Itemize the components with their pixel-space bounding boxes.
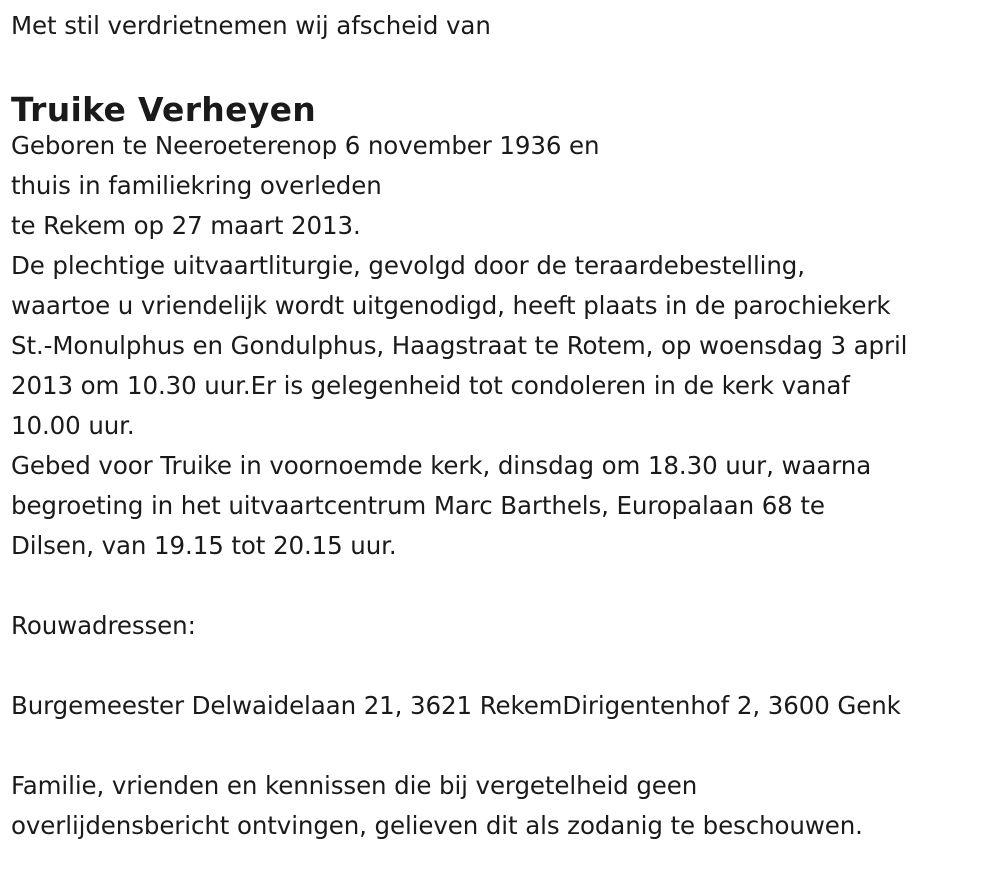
addresses-text: Burgemeester Delwaidelaan 21, 3621 RekemDirigentenhof 2, 3600 Genk [11,691,901,720]
detail-line: 10.00 uur. [11,411,135,440]
intro-text: Met stil verdrietnemen wij afscheid van [11,11,491,40]
details-block [11,126,1000,566]
detail-line: Gebed voor Truike in voornoemde kerk, dinsdag om 18.30 uur, waarna [11,451,872,480]
deceased-name: Truike Verheyen [11,90,317,129]
detail-line: St.-Monulphus en Gondulphus, Haagstraat te Rotem, op woensdag 3 april [11,331,908,360]
detail-line: 2013 om 10.30 uur.Er is gelegenheid tot condoleren in de kerk vanaf [11,371,850,400]
detail-line: begroeting in het uitvaartcentrum Marc Barthels, Europalaan 68 te [11,491,825,520]
spacer [11,726,1000,766]
closing-line: overlijdensbericht ontvingen, gelieven dit als zodanig te beschouwen. [11,811,863,840]
closing-block [11,766,1000,846]
addresses-heading: Rouwadressen: [11,611,196,640]
detail-line: te Rekem op 27 maart 2013. [11,211,361,240]
detail-line: thuis in familiekring overleden [11,171,382,200]
detail-line: Geboren te Neeroeterenop 6 november 1936 en [11,131,600,160]
detail-line: De plechtige uitvaartliturgie, gevolgd door de teraardebestelling, [11,251,805,280]
detail-line: Dilsen, van 19.15 tot 20.15 uur. [11,531,397,560]
spacer [11,566,1000,606]
spacer [11,646,1000,686]
closing-line: Familie, vrienden en kennissen die bij vergetelheid geen [11,771,698,800]
detail-line: waartoe u vriendelijk wordt uitgenodigd, heeft plaats in de parochiekerk [11,291,891,320]
